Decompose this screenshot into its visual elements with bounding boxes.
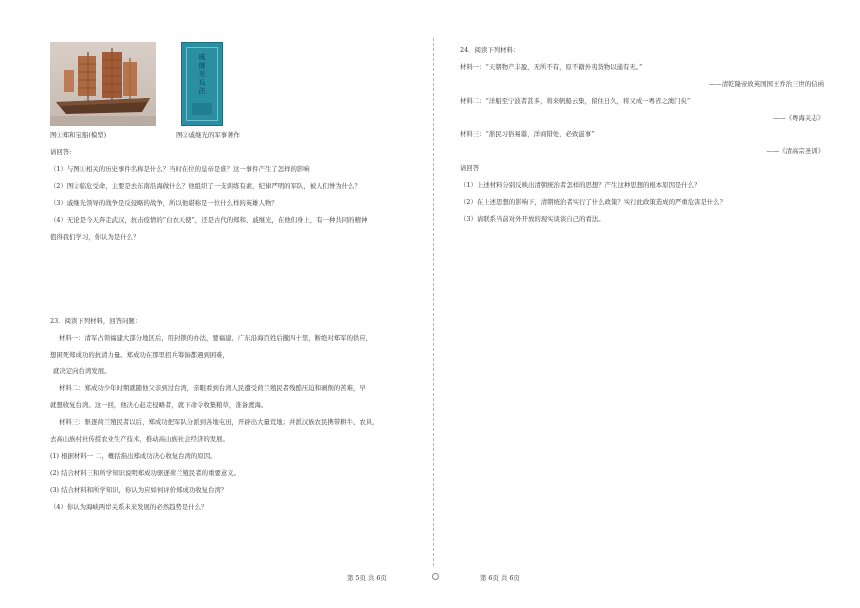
q24-material-1: 材料一：“天朝物产丰盈，无所不有，原不籍外夷货物以通有无。” [460,63,643,71]
treasure-ship-model-image [50,42,156,126]
q24-title: 24．阅读下列材料： [460,46,520,54]
q23-material-3: 材料三：驱逐荷兰殖民者以后，郑成功把军队分派到各地屯田，开辟出大量荒地；并派汉族农民携带耕牛、农具， [59,418,379,426]
page-number-right: 第 6页 共 6页 [480,574,520,582]
q24-material-3-source: ——《清高宗圣训》 [766,147,824,155]
q23-title: 23．阅读下列材料，回答问题： [50,317,142,325]
q23-material-1-end: 就决定向台湾发展。 [53,367,111,375]
military-book-cover-image [181,42,223,126]
q24-prompt: 请回答 [460,164,480,172]
q23-question-1: (1) 根据材料一 二，概括指出郑成功决心收复台湾的原因。 [50,452,217,460]
q23-question-4: （4）你认为海峡两岸关系未来发展的必然趋势是什么？ [50,503,208,511]
book-cover-title: 戚继光兵法 [198,53,206,95]
q22-item-1: （1）与图①相关的历史事件名称是什么？当时在位的皇帝是谁？这一事件产生了怎样的影响 [50,165,310,173]
q22-item-4-cont: 值得我们学习，你认为是什么？ [50,233,140,241]
q24-material-1-source: ——清乾隆帝致英国国王乔治三世的信函 [708,80,824,88]
q23-material-3-cont: 去高山族村社传授农业生产技术，推动高山族社会经济的发展。 [50,435,229,443]
q23-material-2-cont: 就想收复台湾。这一回，他决心赶走侵略者，就下命令收集粮草，准备渡海。 [50,401,268,409]
q23-material-1-cont: 想困死郑成功的抗清力量。郑成功在那里招兵筹饷都遇到困难， [50,351,229,359]
q22-item-2: （2）图②临危受命，主要是去东南沿海做什么？他组织了一支训练有素，纪律严明的军队，被人们誉为什么？ [50,182,361,190]
q24-question-3: （3）请联系当前对外开放的现实谈谈自己的看法。 [460,215,605,223]
q23-question-2: (2) 结合材料三和所学知识说明郑成功驱逐荷兰殖民者的重要意义。 [50,469,241,477]
q24-material-3: 材料三：“浙民习俗易嚣，洋商错处，必致滋事” [460,130,595,138]
page-number-left: 第 5页 共 6页 [347,574,387,582]
q24-material-2-source: ——《粤海关志》 [772,114,824,122]
q24-material-2: 材料二：“洋船至宁波者甚多，将来帆船云集，留住日久，将又成一粤省之澳门矣” [460,97,691,105]
q23-material-1: 材料一：清军占领福建大部分地区后，用封锁的办法，要福建、广东沿海百姓后撤四十里，断绝对郑军的供应， [59,334,373,342]
binding-circle-icon [432,573,439,580]
q22-prompt: 请回答: [50,148,72,156]
q23-material-2: 材料二：郑成功少年时期就随他父亲到过台湾，亲眼看到台湾人民遭受荷兰殖民者残酷压迫和剥削的苦难，早 [59,384,366,392]
q24-question-1: （1）上述材料分别反映出清朝统治者怎样的思想？产生这种思想的根本原因是什么？ [460,181,701,189]
column-divider [433,38,434,566]
figure-1-caption: 图①郑和宝船(模型) [50,131,107,139]
q23-question-3: (3) 结合材料和所学知识，你认为应如何评价郑成功收复台湾？ [50,486,228,494]
q22-item-4: （4）无论是今天奔走武汉，抗击疫情的“白衣天使”，还是古代的郑和、戚继光，在他们身上，有一种共同的精神 [50,216,368,224]
q22-item-3: （3）戚继光领导的战争是反侵略的战争，所以他堪称是一位什么样的英雄人物？ [50,199,278,207]
q24-question-2: （2）在上述思想的影响下，清朝统治者实行了什么政策？实行此政策造成的严重危害是什么？ [460,198,727,206]
figure-2-caption: 图②戚继光的军事著作 [176,131,240,139]
